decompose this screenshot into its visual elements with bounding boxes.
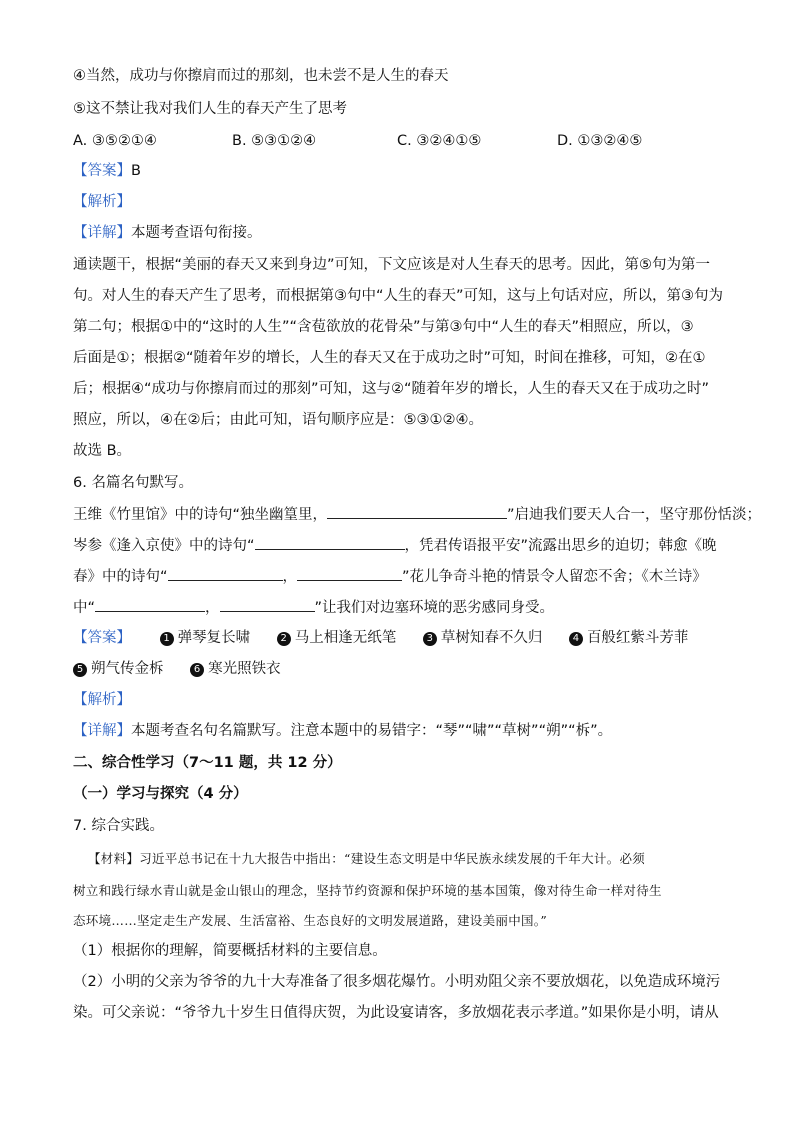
subsection-heading: （一）学习与探究（4 分） — [73, 786, 248, 802]
explanation-line: 通读题干，根据“美丽的春天又来到身边”可知，下文应该是对人生春天的思考。因此，第⑤句为第一 — [73, 257, 711, 273]
explanation-line: 句。对人生的春天产生了思考，而根据第③句中“人生的春天”可知，这与上句话对应，所以，第③句为 — [73, 288, 724, 304]
question7-title: 7. 综合实践。 — [73, 818, 164, 834]
fill-line-3: 春》中的诗句“ ， ”花儿争奇斗艳的情景令人留恋不舍；《木兰诗》 — [73, 566, 722, 587]
answer-tag: 【答案】 — [73, 630, 131, 646]
answer-item: 4 百般红紫斗芳菲 — [569, 630, 689, 646]
fill-line-2: 岑参《逢入京使》中的诗句“ ，凭君传语报平安”流露出思乡的迫切；韩愈《晚 — [73, 535, 722, 556]
answer-item: 3 草树知春不久归 — [423, 630, 543, 646]
explanation-line: 照应，所以，④在②后；由此可知，语句顺序应是：⑤③①②④。 — [73, 412, 483, 428]
explanation-line: 后；根据④“成功与你擦肩而过的那刻”可知，这与②“随着年岁的增长，人生的春天又在于成功之时” — [73, 381, 710, 397]
detail-row-q6: 【详解】本题考查名句名篇默写。注意本题中的易错字：“琴”“啸”“草树”“朔”“柝”。 — [73, 723, 613, 739]
section-heading: 二、综合性学习（7～11 题，共 12 分） — [73, 755, 342, 771]
answer-blank[interactable] — [95, 597, 205, 612]
material-line: 态环境……坚定走生产发展、生活富裕、生态良好的文明发展道路，建设美丽中国。” — [73, 913, 548, 928]
fill-line-4: 中“ ， ”让我们对边塞环境的恶劣感同身受。 — [73, 597, 722, 618]
question6-title: 6. 名篇名句默写。 — [73, 475, 193, 491]
explanation-line: 后面是①；根据②“随着年岁的增长，人生的春天又在于成功之时”可知，时间在推移，可知，②在① — [73, 350, 706, 366]
answer-item: 2 马上相逢无纸笔 — [277, 630, 397, 646]
answer-item: 6 寒光照铁衣 — [190, 661, 281, 677]
answer-row-q6 — [73, 628, 722, 648]
answer-row-q5 — [73, 161, 722, 181]
option-b: B. ⑤③①②④ — [232, 133, 317, 149]
option-d: D. ①③②④⑤ — [557, 133, 643, 149]
subquestion-2-line: （2）小明的父亲为爷爷的九十大寿准备了很多烟花爆竹。小明劝阻父亲不要放烟花，以免造成环境污 — [73, 974, 721, 990]
explanation-line: 第二句；根据①中的“这时的人生”“含苞欲放的花骨朵”与第③句中“人生的春天”相照应，所以，③ — [73, 319, 694, 335]
answer-blank[interactable] — [220, 597, 315, 612]
conclusion: 故选 B。 — [73, 443, 132, 459]
answer-item: 5 朔气传金柝 — [73, 661, 164, 677]
option-a: A. ③⑤②①④ — [73, 133, 157, 149]
material-line: 【材料】习近平总书记在十九大报告中指出：“建设生态文明是中华民族永续发展的千年大计。必须 — [88, 851, 646, 866]
answer-item: 1 弹琴复长啸 — [160, 630, 251, 646]
analysis-tag-q5: 【解析】 — [73, 194, 131, 210]
answer-value: B — [131, 163, 141, 179]
question5-item-5: ⑤这不禁让我对我们人生的春天产生了思考 — [73, 101, 347, 117]
fill-line-1: 王维《竹里馆》中的诗句“独坐幽篁里， ”启迪我们要天人合一，坚守那份恬淡； — [73, 504, 722, 525]
detail-row-q5: 【详解】本题考查语句衔接。 — [73, 225, 262, 241]
answer-blank[interactable] — [168, 566, 283, 581]
subquestion-1: （1）根据你的理解，简要概括材料的主要信息。 — [73, 943, 387, 959]
subquestion-2-line: 染。可父亲说：“爷爷九十岁生日值得庆贺，为此设宴请客，多放烟花表示孝道。”如果你是小明，请从 — [73, 1005, 719, 1021]
answer-blank[interactable] — [297, 566, 402, 581]
answer-blank[interactable] — [255, 535, 405, 550]
answer-blank[interactable] — [327, 504, 507, 519]
question5-item-4: ④当然，成功与你擦肩而过的那刻，也未尝不是人生的春天 — [73, 68, 449, 84]
answer-row-q6-cont — [73, 659, 722, 679]
option-c: C. ③②④①⑤ — [397, 133, 482, 149]
material-line: 树立和践行绿水青山就是金山银山的理念，坚持节约资源和保护环境的基本国策，像对待生命一样对待生 — [73, 883, 662, 898]
analysis-tag-q6: 【解析】 — [73, 692, 131, 708]
answer-tag: 【答案】 — [73, 163, 131, 179]
